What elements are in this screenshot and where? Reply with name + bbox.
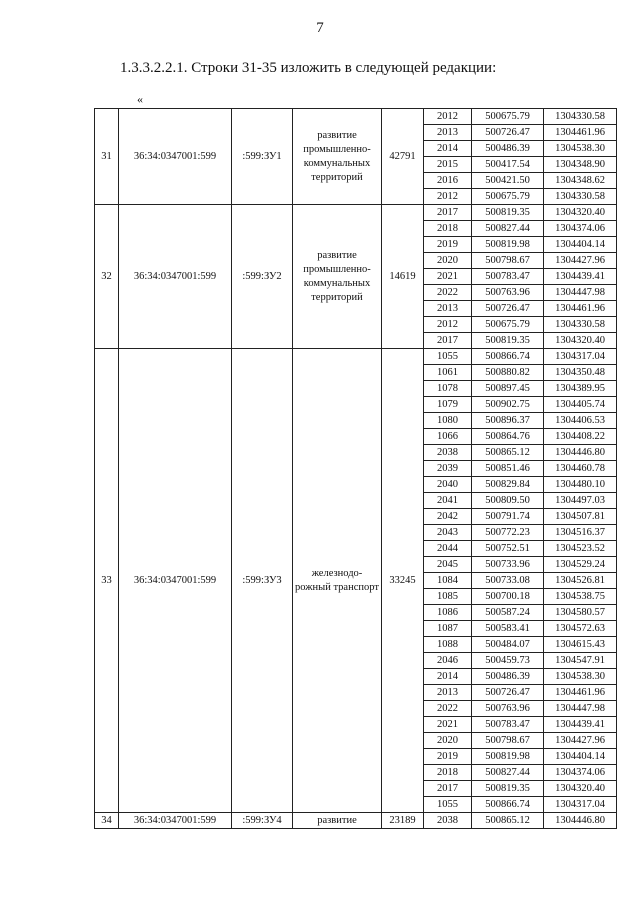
y-coordinate-cell: 1304374.06 (544, 765, 617, 781)
x-coordinate-cell: 500866.74 (472, 349, 544, 365)
x-coordinate-cell: 500486.39 (472, 141, 544, 157)
y-coordinate-cell: 1304350.48 (544, 365, 617, 381)
table-row (95, 349, 617, 365)
point-number-cell: 2014 (424, 141, 472, 157)
x-coordinate-cell: 500484.07 (472, 637, 544, 653)
x-coordinate-cell: 500417.54 (472, 157, 544, 173)
y-coordinate-cell: 1304461.96 (544, 125, 617, 141)
point-number-cell: 2020 (424, 253, 472, 269)
y-coordinate-cell: 1304497.03 (544, 493, 617, 509)
point-number-cell: 2044 (424, 541, 472, 557)
table-row (95, 109, 617, 125)
x-coordinate-cell: 500851.46 (472, 461, 544, 477)
y-coordinate-cell: 1304460.78 (544, 461, 617, 477)
y-coordinate-cell: 1304330.58 (544, 109, 617, 125)
y-coordinate-cell: 1304538.30 (544, 141, 617, 157)
permitted-use-cell: развитие промышленно-коммунальных территорий (293, 109, 382, 205)
y-coordinate-cell: 1304516.37 (544, 525, 617, 541)
point-number-cell: 1080 (424, 413, 472, 429)
point-number-cell: 2019 (424, 749, 472, 765)
point-number-cell: 1061 (424, 365, 472, 381)
point-number-cell: 2041 (424, 493, 472, 509)
point-number-cell: 2038 (424, 445, 472, 461)
x-coordinate-cell: 500829.84 (472, 477, 544, 493)
y-coordinate-cell: 1304404.14 (544, 237, 617, 253)
x-coordinate-cell: 500819.35 (472, 333, 544, 349)
y-coordinate-cell: 1304526.81 (544, 573, 617, 589)
x-coordinate-cell: 500726.47 (472, 301, 544, 317)
point-number-cell: 2022 (424, 701, 472, 717)
x-coordinate-cell: 500752.51 (472, 541, 544, 557)
point-number-cell: 2045 (424, 557, 472, 573)
y-coordinate-cell: 1304320.40 (544, 333, 617, 349)
x-coordinate-cell: 500902.75 (472, 397, 544, 413)
point-number-cell: 2016 (424, 173, 472, 189)
y-coordinate-cell: 1304320.40 (544, 205, 617, 221)
x-coordinate-cell: 500675.79 (472, 109, 544, 125)
x-coordinate-cell: 500819.35 (472, 205, 544, 221)
row-number-cell: 33 (95, 349, 119, 813)
x-coordinate-cell: 500897.45 (472, 381, 544, 397)
y-coordinate-cell: 1304374.06 (544, 221, 617, 237)
area-cell: 33245 (382, 349, 424, 813)
point-number-cell: 1087 (424, 621, 472, 637)
point-number-cell: 2040 (424, 477, 472, 493)
point-number-cell: 2018 (424, 765, 472, 781)
x-coordinate-cell: 500733.96 (472, 557, 544, 573)
point-number-cell: 2022 (424, 285, 472, 301)
y-coordinate-cell: 1304446.80 (544, 813, 617, 829)
cadastral-number-cell: 36:34:0347001:599 (119, 109, 232, 205)
point-number-cell: 1079 (424, 397, 472, 413)
point-number-cell: 2019 (424, 237, 472, 253)
section-heading: 1.3.3.2.2.1. Строки 31-35 изложить в следующей редакции: (120, 60, 497, 76)
y-coordinate-cell: 1304439.41 (544, 269, 617, 285)
y-coordinate-cell: 1304427.96 (544, 733, 617, 749)
x-coordinate-cell: 500865.12 (472, 813, 544, 829)
x-coordinate-cell: 500783.47 (472, 269, 544, 285)
y-coordinate-cell: 1304447.98 (544, 285, 617, 301)
y-coordinate-cell: 1304538.30 (544, 669, 617, 685)
x-coordinate-cell: 500798.67 (472, 733, 544, 749)
x-coordinate-cell: 500865.12 (472, 445, 544, 461)
x-coordinate-cell: 500587.24 (472, 605, 544, 621)
y-coordinate-cell: 1304447.98 (544, 701, 617, 717)
point-number-cell: 2039 (424, 461, 472, 477)
point-number-cell: 2013 (424, 685, 472, 701)
point-number-cell: 2017 (424, 333, 472, 349)
page-number: 7 (316, 20, 324, 36)
point-number-cell: 2018 (424, 221, 472, 237)
y-coordinate-cell: 1304405.74 (544, 397, 617, 413)
y-coordinate-cell: 1304317.04 (544, 349, 617, 365)
y-coordinate-cell: 1304404.14 (544, 749, 617, 765)
x-coordinate-cell: 500763.96 (472, 285, 544, 301)
row-number-cell: 32 (95, 205, 119, 349)
point-number-cell: 2013 (424, 301, 472, 317)
y-coordinate-cell: 1304523.52 (544, 541, 617, 557)
x-coordinate-cell: 500675.79 (472, 317, 544, 333)
point-number-cell: 2014 (424, 669, 472, 685)
x-coordinate-cell: 500733.08 (472, 573, 544, 589)
x-coordinate-cell: 500819.98 (472, 749, 544, 765)
x-coordinate-cell: 500798.67 (472, 253, 544, 269)
y-coordinate-cell: 1304408.22 (544, 429, 617, 445)
x-coordinate-cell: 500864.76 (472, 429, 544, 445)
land-plot-table (94, 108, 617, 829)
y-coordinate-cell: 1304572.63 (544, 621, 617, 637)
point-number-cell: 2021 (424, 717, 472, 733)
x-coordinate-cell: 500827.44 (472, 765, 544, 781)
point-number-cell: 2017 (424, 781, 472, 797)
x-coordinate-cell: 500819.98 (472, 237, 544, 253)
x-coordinate-cell: 500675.79 (472, 189, 544, 205)
plot-id-cell: :599:ЗУ4 (232, 813, 293, 829)
point-number-cell: 2038 (424, 813, 472, 829)
y-coordinate-cell: 1304547.91 (544, 653, 617, 669)
x-coordinate-cell: 500726.47 (472, 125, 544, 141)
plot-id-cell: :599:ЗУ2 (232, 205, 293, 349)
row-number-cell: 34 (95, 813, 119, 829)
y-coordinate-cell: 1304389.95 (544, 381, 617, 397)
y-coordinate-cell: 1304480.10 (544, 477, 617, 493)
y-coordinate-cell: 1304507.81 (544, 509, 617, 525)
x-coordinate-cell: 500772.23 (472, 525, 544, 541)
point-number-cell: 2012 (424, 317, 472, 333)
x-coordinate-cell: 500459.73 (472, 653, 544, 669)
point-number-cell: 2013 (424, 125, 472, 141)
y-coordinate-cell: 1304320.40 (544, 781, 617, 797)
point-number-cell: 2015 (424, 157, 472, 173)
y-coordinate-cell: 1304330.58 (544, 317, 617, 333)
cadastral-number-cell: 36:34:0347001:599 (119, 813, 232, 829)
x-coordinate-cell: 500866.74 (472, 797, 544, 813)
permitted-use-cell: развитие (293, 813, 382, 829)
x-coordinate-cell: 500809.50 (472, 493, 544, 509)
permitted-use-cell: развитие промышленно-коммунальных территорий (293, 205, 382, 349)
area-cell: 14619 (382, 205, 424, 349)
point-number-cell: 1055 (424, 797, 472, 813)
point-number-cell: 1055 (424, 349, 472, 365)
permitted-use-cell: железнодо-рожный транспорт (293, 349, 382, 813)
x-coordinate-cell: 500791.74 (472, 509, 544, 525)
point-number-cell: 1078 (424, 381, 472, 397)
table-row (95, 813, 617, 829)
point-number-cell: 2042 (424, 509, 472, 525)
y-coordinate-cell: 1304461.96 (544, 301, 617, 317)
y-coordinate-cell: 1304348.62 (544, 173, 617, 189)
x-coordinate-cell: 500763.96 (472, 701, 544, 717)
point-number-cell: 2012 (424, 189, 472, 205)
x-coordinate-cell: 500583.41 (472, 621, 544, 637)
y-coordinate-cell: 1304406.53 (544, 413, 617, 429)
y-coordinate-cell: 1304330.58 (544, 189, 617, 205)
table-body (95, 109, 617, 829)
y-coordinate-cell: 1304348.90 (544, 157, 617, 173)
x-coordinate-cell: 500783.47 (472, 717, 544, 733)
point-number-cell: 1085 (424, 589, 472, 605)
plot-id-cell: :599:ЗУ3 (232, 349, 293, 813)
area-cell: 23189 (382, 813, 424, 829)
x-coordinate-cell: 500700.18 (472, 589, 544, 605)
x-coordinate-cell: 500896.37 (472, 413, 544, 429)
plot-id-cell: :599:ЗУ1 (232, 109, 293, 205)
y-coordinate-cell: 1304317.04 (544, 797, 617, 813)
point-number-cell: 2017 (424, 205, 472, 221)
point-number-cell: 1066 (424, 429, 472, 445)
x-coordinate-cell: 500726.47 (472, 685, 544, 701)
y-coordinate-cell: 1304427.96 (544, 253, 617, 269)
point-number-cell: 1088 (424, 637, 472, 653)
y-coordinate-cell: 1304538.75 (544, 589, 617, 605)
point-number-cell: 2043 (424, 525, 472, 541)
y-coordinate-cell: 1304439.41 (544, 717, 617, 733)
y-coordinate-cell: 1304615.43 (544, 637, 617, 653)
x-coordinate-cell: 500486.39 (472, 669, 544, 685)
point-number-cell: 2012 (424, 109, 472, 125)
y-coordinate-cell: 1304461.96 (544, 685, 617, 701)
y-coordinate-cell: 1304529.24 (544, 557, 617, 573)
point-number-cell: 2021 (424, 269, 472, 285)
point-number-cell: 2046 (424, 653, 472, 669)
x-coordinate-cell: 500880.82 (472, 365, 544, 381)
cadastral-number-cell: 36:34:0347001:599 (119, 349, 232, 813)
y-coordinate-cell: 1304580.57 (544, 605, 617, 621)
x-coordinate-cell: 500819.35 (472, 781, 544, 797)
point-number-cell: 1084 (424, 573, 472, 589)
area-cell: 42791 (382, 109, 424, 205)
table-row (95, 205, 617, 221)
x-coordinate-cell: 500421.50 (472, 173, 544, 189)
point-number-cell: 1086 (424, 605, 472, 621)
point-number-cell: 2020 (424, 733, 472, 749)
y-coordinate-cell: 1304446.80 (544, 445, 617, 461)
row-number-cell: 31 (95, 109, 119, 205)
x-coordinate-cell: 500827.44 (472, 221, 544, 237)
cadastral-number-cell: 36:34:0347001:599 (119, 205, 232, 349)
opening-quote: « (137, 92, 143, 106)
